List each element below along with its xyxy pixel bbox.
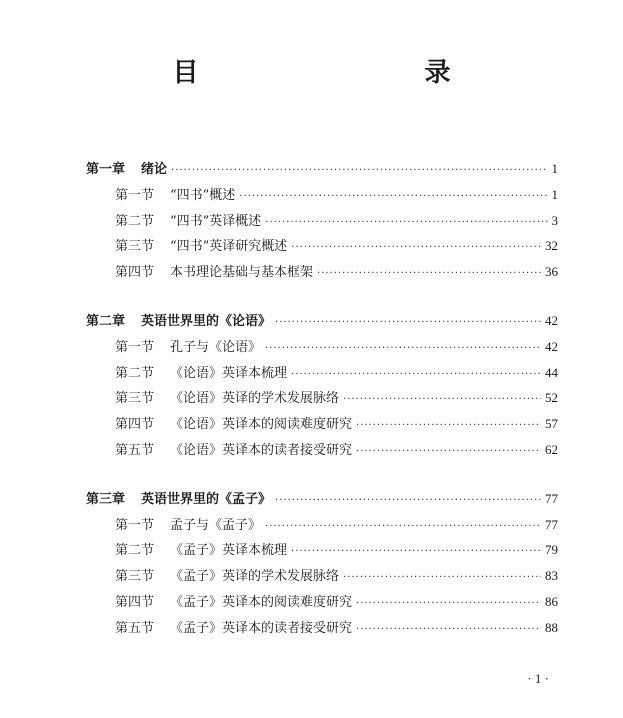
dot-leader bbox=[265, 336, 541, 362]
dot-leader bbox=[275, 488, 541, 514]
page-number: 77 bbox=[545, 516, 558, 532]
dot-leader bbox=[275, 310, 541, 336]
section-number: 第二节 bbox=[115, 543, 155, 559]
dot-leader bbox=[291, 235, 541, 261]
section-number: 第二节 bbox=[115, 365, 155, 381]
section-title: 本书理论基础与基本框架 bbox=[170, 265, 314, 281]
section-title: 《论语》英译本的读者接受研究 bbox=[170, 442, 353, 458]
dot-leader bbox=[356, 591, 541, 617]
page-number: 88 bbox=[545, 619, 558, 635]
section-title: 《论语》英译本梳理 bbox=[170, 365, 288, 381]
chapter-number: 第一章 bbox=[86, 162, 126, 177]
section-number: 第五节 bbox=[115, 620, 155, 636]
dot-leader bbox=[356, 413, 541, 439]
dot-leader bbox=[265, 210, 547, 236]
chapter-1 bbox=[86, 156, 558, 285]
chapter-title: 英语世界里的《孟子》 bbox=[141, 491, 272, 507]
section-title: “四书”英译概述 bbox=[170, 213, 262, 229]
section-number: 第一节 bbox=[115, 187, 155, 203]
section-entry[interactable] bbox=[86, 437, 558, 463]
section-entry[interactable] bbox=[86, 589, 558, 615]
dot-leader bbox=[291, 362, 541, 388]
page-number: 86 bbox=[545, 593, 558, 609]
section-number: 第四节 bbox=[115, 594, 155, 610]
dot-leader bbox=[356, 617, 541, 643]
dot-leader bbox=[356, 439, 541, 465]
section-title: “四书”英译研究概述 bbox=[170, 239, 288, 255]
dot-leader bbox=[171, 158, 547, 184]
page-number: 1 bbox=[551, 186, 558, 202]
page-number: 57 bbox=[545, 416, 558, 432]
section-title: 《论语》英译本的阅读难度研究 bbox=[170, 417, 353, 433]
section-number: 第三节 bbox=[115, 391, 155, 407]
section-title: “四书”概述 bbox=[170, 187, 236, 203]
section-entry[interactable] bbox=[86, 208, 558, 234]
chapter-title: 绪论 bbox=[141, 162, 168, 177]
chapter-entry[interactable] bbox=[86, 308, 558, 334]
section-number: 第四节 bbox=[115, 265, 155, 281]
chapter-entry[interactable] bbox=[86, 486, 558, 512]
section-title: 《论语》英译的学术发展脉络 bbox=[170, 391, 340, 407]
section-entry[interactable] bbox=[86, 563, 558, 589]
chapter-entry[interactable] bbox=[86, 156, 558, 182]
section-number: 第一节 bbox=[115, 517, 155, 533]
chapter-number: 第三章 bbox=[86, 491, 126, 507]
page-number: 3 bbox=[551, 212, 558, 228]
page-number: 77 bbox=[545, 490, 558, 506]
dot-leader bbox=[343, 565, 541, 591]
chapter-number: 第二章 bbox=[86, 313, 126, 329]
section-title: 孟子与《孟子》 bbox=[170, 517, 262, 533]
section-title: 《孟子》英译本梳理 bbox=[170, 543, 288, 559]
section-entry[interactable] bbox=[86, 360, 558, 386]
section-entry[interactable] bbox=[86, 411, 558, 437]
chapter-title: 英语世界里的《论语》 bbox=[141, 313, 272, 329]
section-entry[interactable] bbox=[86, 182, 558, 208]
page-number: 32 bbox=[545, 238, 558, 254]
dot-leader bbox=[291, 539, 541, 565]
dot-leader bbox=[239, 184, 547, 210]
footer-page-number: · 1 · bbox=[527, 671, 549, 686]
section-title: 《孟子》英译的学术发展脉络 bbox=[170, 569, 340, 585]
section-number: 第三节 bbox=[115, 569, 155, 585]
section-title: 《孟子》英译本的阅读难度研究 bbox=[170, 594, 353, 610]
page-number: 42 bbox=[545, 312, 558, 328]
page-number: 79 bbox=[545, 542, 558, 558]
section-entry[interactable] bbox=[86, 385, 558, 411]
section-title: 《孟子》英译本的读者接受研究 bbox=[170, 620, 353, 636]
section-entry[interactable] bbox=[86, 615, 558, 641]
dot-leader bbox=[317, 261, 541, 287]
section-number: 第二节 bbox=[115, 213, 155, 229]
page-number: 36 bbox=[545, 264, 558, 280]
dot-leader bbox=[343, 387, 541, 413]
page-number: 52 bbox=[545, 390, 558, 406]
table-of-contents bbox=[86, 156, 558, 664]
section-number: 第四节 bbox=[115, 417, 155, 433]
dot-leader bbox=[265, 514, 541, 540]
chapter-2 bbox=[86, 308, 558, 463]
section-entry[interactable] bbox=[86, 334, 558, 360]
page-number: 83 bbox=[545, 568, 558, 584]
page-number: 42 bbox=[545, 338, 558, 354]
section-number: 第一节 bbox=[115, 339, 155, 355]
section-entry[interactable] bbox=[86, 259, 558, 285]
page-number: 1 bbox=[551, 161, 558, 176]
section-title: 孔子与《论语》 bbox=[170, 339, 262, 355]
section-number: 第三节 bbox=[115, 239, 155, 255]
section-number: 第五节 bbox=[115, 442, 155, 458]
section-entry[interactable] bbox=[86, 537, 558, 563]
page-title: 目 录 bbox=[172, 58, 509, 88]
section-entry[interactable] bbox=[86, 512, 558, 538]
page-number: 44 bbox=[545, 364, 558, 380]
chapter-3 bbox=[86, 486, 558, 641]
page-number: 62 bbox=[545, 441, 558, 457]
section-entry[interactable] bbox=[86, 233, 558, 259]
